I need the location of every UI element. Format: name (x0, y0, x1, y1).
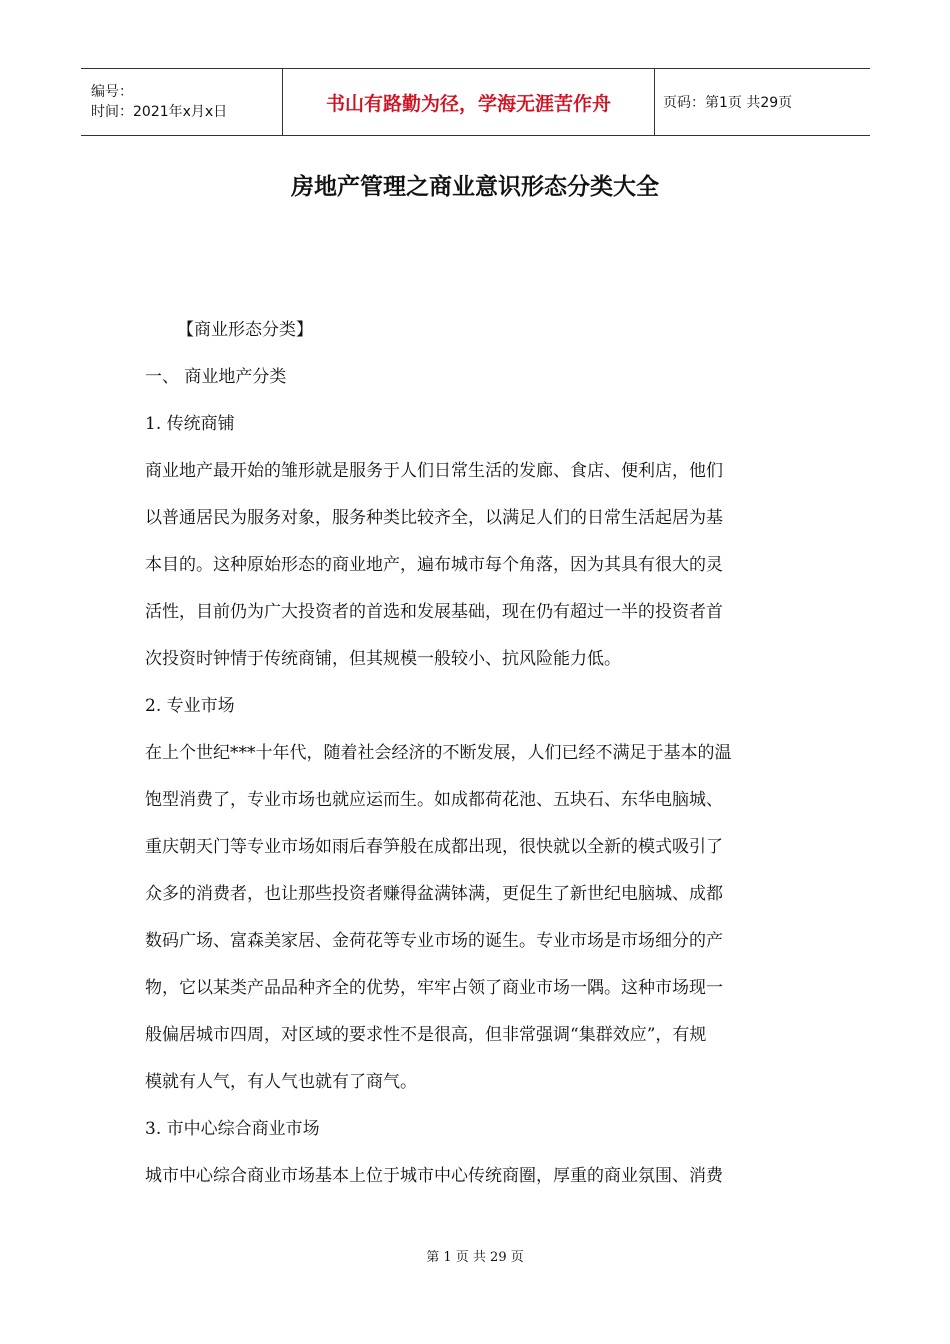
subheading-traditional-shops: 1. 传统商铺 (145, 414, 235, 434)
motto-text: 书山有路勤为径，学海无涯苦作舟 (325, 92, 611, 115)
paragraph-line: 众多的消费者，也让那些投资者赚得盆满钵满，更促生了新世纪电脑城、成都 (145, 884, 723, 904)
paragraph-line: 模就有人气，有人气也就有了商气。 (145, 1072, 417, 1092)
header-meta-cell (81, 69, 282, 135)
document-title: 房地产管理之商业意识形态分类大全 (291, 174, 659, 200)
paragraph-line: 物，它以某类产品品种齐全的优势，牢牢占领了商业市场一隅。这种市场现一 (145, 978, 723, 998)
paragraph-line: 本目的。这种原始形态的商业地产，遍布城市每个角落，因为其具有很大的灵 (145, 555, 723, 575)
paragraph-line: 城市中心综合商业市场基本上位于城市中心传统商圈，厚重的商业氛围、消费 (145, 1166, 723, 1186)
paragraph-line: 以普通居民为服务对象，服务种类比较齐全，以满足人们的日常生活起居为基 (145, 508, 723, 528)
subheading-specialty-market: 2. 专业市场 (145, 696, 235, 716)
paragraph-line: 商业地产最开始的雏形就是服务于人们日常生活的发廊、食店、便利店，他们 (145, 461, 723, 481)
paragraph-line: 般偏居城市四周，对区域的要求性不是很高，但非常强调“集群效应”，有规 (145, 1025, 707, 1045)
document-body (145, 315, 807, 1208)
paragraph-line: 在上个世纪***十年代，随着社会经济的不断发展，人们已经不满足于基本的温 (145, 743, 732, 763)
header-page-cell (655, 69, 870, 135)
paragraph-line: 活性，目前仍为广大投资者的首选和发展基础，现在仍有超过一半的投资者首 (145, 602, 723, 622)
paragraph-line: 次投资时钟情于传统商铺，但其规模一般较小、抗风险能力低。 (145, 649, 621, 669)
header-motto-cell (282, 69, 655, 135)
paragraph-line: 数码广场、富森美家居、金荷花等专业市场的诞生。专业市场是市场细分的产 (145, 931, 723, 951)
subheading-downtown-market: 3. 市中心综合商业市场 (145, 1119, 320, 1139)
section-heading: 【商业形态分类】 (177, 320, 313, 340)
time-label: 时间：2021年x月x日 (91, 104, 228, 120)
header-table (81, 68, 870, 136)
paragraph-line: 重庆朝天门等专业市场如雨后春笋般在成都出现，很快就以全新的模式吸引了 (145, 837, 723, 857)
page-footer: 第 1 页 共 29 页 (426, 1250, 524, 1265)
number-label: 编号： (91, 84, 133, 100)
category-heading: 一、 商业地产分类 (145, 367, 287, 387)
paragraph-line: 饱型消费了，专业市场也就应运而生。如成都荷花池、五块石、东华电脑城、 (145, 790, 723, 810)
page-info: 页码：第1页 共29页 (663, 95, 793, 111)
